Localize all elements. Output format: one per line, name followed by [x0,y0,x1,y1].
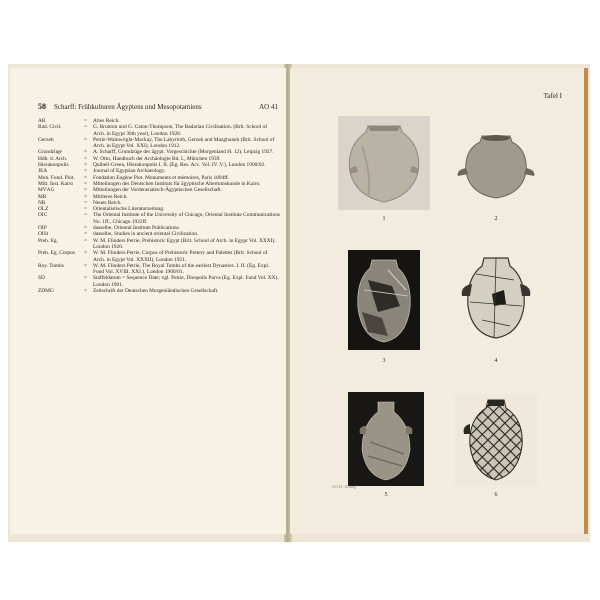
abbreviation-definition: W. Otto, Handbuch der Archäologie Bd. I., München 1939. [93,155,221,162]
equals-sign: = [84,231,88,238]
abbreviation-definition: A. Scharff, Grundzüge der ägypt. Vorgeschichte (Morgenland H. 12), Leipzig 1927. [93,149,274,156]
equals-sign: = [84,168,88,175]
abbreviation-definition: G. Brunton und G. Caton-Thompson, The Badarian Civilisation. (Brit. School of Arch. in Egypt 30th year), London 1928. [93,124,268,137]
abbreviation-term: Hdb. d. Arch. [38,155,68,162]
abbreviation-term: ZDMG [38,288,54,295]
abbreviation-term: OIP [38,225,47,232]
abbreviation-definition: Mittleres Reich. [93,193,128,200]
abbreviation-term: NR [38,199,46,206]
abbreviation-entry [38,137,280,150]
abbreviation-term: Bad. Civil. [38,124,62,131]
abbreviation-entry [38,212,280,225]
plate-title: Tafel I [543,92,562,100]
equals-sign: = [84,199,88,206]
plate-photo-2 [450,128,542,208]
abbreviation-entry [38,250,280,263]
abbreviation-definition: Fondation Eugène Piot. Monuments et mémoires, Paris 1894ff. [93,174,230,181]
series-code: AO 41 [259,103,278,111]
equals-sign: = [84,162,88,169]
plate-photo-4 [454,250,538,346]
equals-sign: = [84,136,88,143]
abbreviation-term: Gerzeh [38,136,54,143]
running-head-title: Scharff: Frühkulturen Ägyptens und Mesopotamiens [54,103,202,111]
equals-sign: = [84,180,88,187]
abbreviation-definition: Zeitschrift der Deutschen Morgenländischen Gesellschaft. [93,288,219,295]
equals-sign: = [84,288,88,295]
abbreviation-term: OLZ [38,206,49,213]
abbreviation-definition: Altes Reich. [93,118,120,124]
abbreviation-entry [38,238,280,251]
equals-sign: = [84,124,88,131]
plate-photo-6 [454,394,538,486]
equals-sign: = [84,262,88,269]
abbreviation-term: Preh. Eg. [38,237,58,244]
abbreviation-entry [38,288,280,294]
abbreviation-entry [38,263,280,276]
plate-photo-5 [348,392,424,486]
abbreviation-term: OISt [38,231,49,238]
abbreviation-term: Mitt. Inst. Kairo [38,180,74,187]
equals-sign: = [84,193,88,200]
abbreviation-term: Grundzüge [38,149,62,156]
abbreviation-term: Preh. Eg. Corpus [38,250,75,257]
equals-sign: = [84,155,88,162]
equals-sign: = [84,174,88,181]
abbreviation-term: Mon. Fond. Piot. [38,174,75,181]
plate-footer-mark: AO 41: Scharff [332,484,357,489]
abbreviation-definition: Mitteilungen des Deutschen Instituts für ägyptische Altertumskunde in Kairo. [93,180,261,187]
abbreviation-definition: Quibell-Green, Hierakonpolis I. II. (Eg. Res. Acc. Vol. IV. V.), London 1900/02. [93,162,266,169]
abbreviation-term: JEA [38,168,48,175]
plate-caption-6: 6 [494,492,498,498]
equals-sign: = [84,237,88,244]
right-page [290,68,588,534]
plate-photo-1 [338,116,430,210]
abbreviation-definition: Petrie-Wainwright-Mackay, The Labyrinth, Gerzeh and Mazghuneh (Brit. School of Arch. in Egypt Vol. XXI), London 1912. [93,136,275,150]
abbreviation-definition: The Oriental Institute of the University of Chicago, Oriental Institute Communications No. 1ff., Chicago 1922ff. [93,212,280,225]
abbreviation-definition: Mitteilungen der Vorderasiatisch-Ägyptischen Gesellschaft. [93,187,222,194]
equals-sign: = [84,275,88,282]
abbreviation-term: OIC [38,212,48,219]
abbreviation-term: MVÄG [38,187,55,194]
plate-caption-3: 3 [382,358,386,364]
abbreviation-definition: W. M. Flinders Petrie, Corpus of Prehistoric Pottery and Palettes (Brit. School of Arch. in Egypt Vol. XXXII), London 1921. [93,250,268,263]
plate-caption-5: 5 [384,492,388,498]
equals-sign: = [84,250,88,257]
abbreviation-term: Roy. Tombs [38,262,64,269]
abbreviation-definition: dasselbe, Studies in ancient oriental Civilization. [93,231,199,238]
abbreviation-definition: Staffeldatum = Sequence Date; vgl. Petrie, Diospolis Parva (Eg. Expl. Fund Vol. XX), London 1901. [93,275,279,288]
abbreviation-entry [38,275,280,288]
equals-sign: = [84,149,88,156]
abbreviation-list [38,118,280,294]
plate-caption-2: 2 [494,216,498,222]
equals-sign: = [84,212,88,219]
equals-sign: = [84,206,88,213]
page-number: 58 [38,102,46,111]
equals-sign: = [84,225,88,232]
abbreviation-definition: W. M. Flinders Petrie, Prehistoric Egypt (Brit. School of Arch. in Egypt Vol. XXXI), London 1920. [93,237,276,250]
abbreviation-entry [38,124,280,137]
running-header [38,102,278,111]
abbreviation-definition: W. M. Flinders Petrie, The Royal Tombs of the earliest Dynasties. I. II. (Eg. Expl. Fund Vol. XVIII. XXI.), London 1900/01. [93,262,270,276]
abbreviation-definition: Journal of Egyptian Archaeology. [93,168,166,175]
abbreviation-term: AR [38,118,46,124]
abbreviation-term: SD [38,275,45,282]
plate-caption-4: 4 [494,358,498,364]
equals-sign: = [84,118,88,124]
abbreviation-term: Hierakonpolis [38,162,69,169]
plate-caption-1: 1 [382,216,386,222]
left-page [10,68,286,534]
plate-photo-3 [348,250,420,350]
equals-sign: = [84,187,88,194]
abbreviation-definition: dasselbe, Oriental Institute Publications. [93,225,180,232]
abbreviation-term: MR [38,193,47,200]
abbreviation-definition: Orientalistische Literaturzeitung. [93,206,165,213]
abbreviation-definition: Neues Reich. [93,199,122,206]
